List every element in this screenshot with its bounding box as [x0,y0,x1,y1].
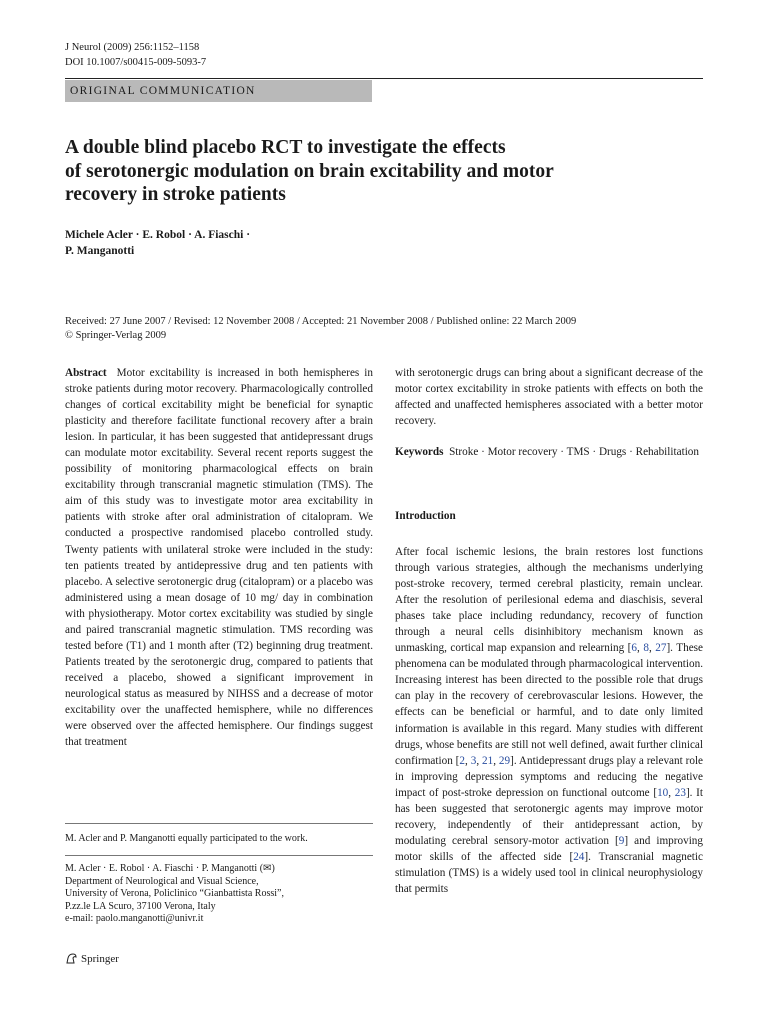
intro-text: After focal ischemic lesions, the brain restores lost functions through various strategies, although the mechanisms underlying post-stroke recovery, termed cerebral plasticity, remain unclear. After the resolution of perilesional edema and diaschisis, several phases take place including redundancy, recovery of function through a neural cells disinhibitory mechanism known as unmasking, cortical map expansion and relearning [ [395,546,703,655]
introduction-heading: Introduction [395,510,456,522]
citation-link[interactable]: 2 [459,754,466,767]
citation-link[interactable]: 24 [573,850,585,863]
introduction-body: After focal ischemic lesions, the brain restores lost functions through various strategies, although the mechanisms underlying post-stroke recovery, termed cerebral plasticity, remain unclear. After the resolution of perilesional edema and diaschisis, several phases take place including redundancy, recovery of function through a neural cells disinhibitory mechanism known as unmasking, cortical map expansion and relearning [6, 8, 27]. These phenomena can be modulated through pharmacological intervention. Increasing interest has been directed to the possible role that drugs can play in the recovery of cerebrovascular lesions. However, the effects can be beneficial or harmful, and to date only limited information is available in this regard. Many studies with different drugs, whose benefits are still not well defined, await further clinical confirmation [2, 3, 21, 29]. Antidepressant drugs play a relevant role in improving depression symptoms and reducing the negative impact of post-stroke depression on functional outcome [10, 23]. It has been suggested that serotonergic agents may improve motor recovery, independently of their antidepressant action, by modulating cerebral sensory-motor activation [9] and improving motor skills of the affected side [24]. Transcranial magnetic stimulation (TMS) is a widely used tool in clinical neurophysiology that permits [395,546,704,895]
intro-text: ]. It has been suggested that serotonergic agents may improve motor recovery, independently of their antidepressant action, by modulating cerebral sensory-motor activation [ [395,786,704,847]
keywords [395,444,703,460]
citation-link[interactable]: 29 [498,754,511,767]
springer-horse-icon [65,952,78,965]
intro-text: ]. These phenomena can be modulated through pharmacological intervention. Increasing interest has been directed to the possible role that drugs can play in the recovery of cerebrovascular lesions. However, the effects can be beneficial or harmful, and to date only limited information is available in this regard. Many studies with different drugs, whose benefits are still not well defined, await further clinical confirmation [ [395,642,704,767]
intro-text: ] and improving motor skills of the affected side [ [395,834,703,863]
citation-link[interactable]: 3 [470,754,477,767]
citation-link[interactable]: 21 [482,754,494,767]
doi[interactable]: DOI 10.1007/s00415-009-5093-7 [65,57,207,68]
publisher-name: Springer [81,952,119,965]
title-line: recovery in stroke patients [65,184,286,205]
envelope-icon: ✉ [263,863,272,874]
abstract-label: Abstract [65,367,107,379]
citation-link[interactable]: 6 [631,642,638,655]
article-title [65,136,685,207]
author-list [65,227,465,259]
footnote-rule [65,823,373,824]
footnote-rule [65,855,373,856]
keywords-text: Stroke · Motor recovery · TMS · Drugs · Rehabilitation [449,446,699,458]
intro-text: ]. Transcranial magnetic stimulation (TMS) is a widely used tool in clinical neurophysiology that permits [395,850,703,895]
citation-link[interactable]: 27 [655,642,667,655]
affiliation-university: University of Verona, Policlinico “Gianbattista Rossi”, [65,888,284,900]
title-line: A double blind placebo RCT to investigate the effects [65,137,506,158]
abstract [65,365,373,750]
keywords-label: Keywords [395,446,444,458]
received-dates: Received: 27 June 2007 / Revised: 12 November 2008 / Accepted: 21 November 2008 / Published online: 22 March 2009 [65,316,577,327]
publisher-logo [65,952,119,965]
affiliation-department: Department of Neurological and Visual Science, [65,875,259,887]
citation-link[interactable]: 9 [618,834,625,847]
affiliation-paren: ) [271,863,275,874]
abstract-continuation: with serotonergic drugs can bring about a significant decrease of the motor cortex excitability in stroke patients with effects on both the affected and unaffected hemispheres associated with a better motor recovery. [395,367,703,428]
copyright: © Springer-Verlag 2009 [65,329,167,341]
authors-line: P. Manganotti [65,245,135,257]
affiliation-email[interactable]: e-mail: paolo.manganotti@univr.it [65,913,204,925]
citation-link[interactable]: 10 [657,786,669,799]
header-rule [65,78,703,79]
footnote-equal-contribution: M. Acler and P. Manganotti equally participated to the work. [65,833,308,844]
affiliation [65,863,373,926]
intro-text: ]. Antidepressant drugs play a relevant role in improving depression symptoms and reducing the negative impact of post-stroke depression on functional outcome [ [395,754,704,799]
journal-citation: J Neurol (2009) 256:1152–1158 [65,42,200,53]
title-line: of serotonergic modulation on brain excitability and motor [65,160,554,182]
citation-link[interactable]: 23 [674,786,686,799]
abstract-text: Motor excitability is increased in both hemispheres in stroke patients during motor recovery. Pharmacologically controlled changes of cortical excitability might be beneficial for synaptic plasticity and therefore facilitate functional recovery after a brain lesion. In particular, it has been suggested that antidepressant drugs can modulate motor excitability. Several recent reports suggest the possibility of monitoring pharmacological effects on brain excitability through transcranial magnetic stimulation (TMS). The aim of this study was to investigate motor area excitability in patients with stroke after oral administration of citalopram. We conducted a prospective randomised placebo controlled study. Twenty patients with unilateral stroke were included in the study: ten patients treated by antidepressive drug and ten patients with placebo. A selective serotonergic drug (citalopram) or a placebo was administered using a mean dosage of 10 mg/ day in combination with physiotherapy. Motor cortex excitability was studied by single and paired transcranial magnetic stimulation. TMS recording was tested before (T1) and 1 month after (T2) beginning drug treatment. Patients treated by the serotonergic drug, compared to patients that received a placebo, showed a significant improvement in neurological status as measured by NIHSS and a decrease of motor excitability over the unaffected hemisphere, while no differences were observed over the affected hemisphere. Our findings suggest that treatment [65,367,373,749]
citation-link[interactable]: 8 [643,642,649,655]
authors-line: Michele Acler · E. Robol · A. Fiaschi · [65,229,251,241]
history [65,315,705,342]
section-label: ORIGINAL COMMUNICATION [65,80,372,102]
abstract-continued [395,365,703,429]
affiliation-authors: M. Acler · E. Robol · A. Fiaschi · P. Manganotti ( [65,863,264,874]
affiliation-address: P.zz.le LA Scuro, 37100 Verona, Italy [65,900,216,912]
